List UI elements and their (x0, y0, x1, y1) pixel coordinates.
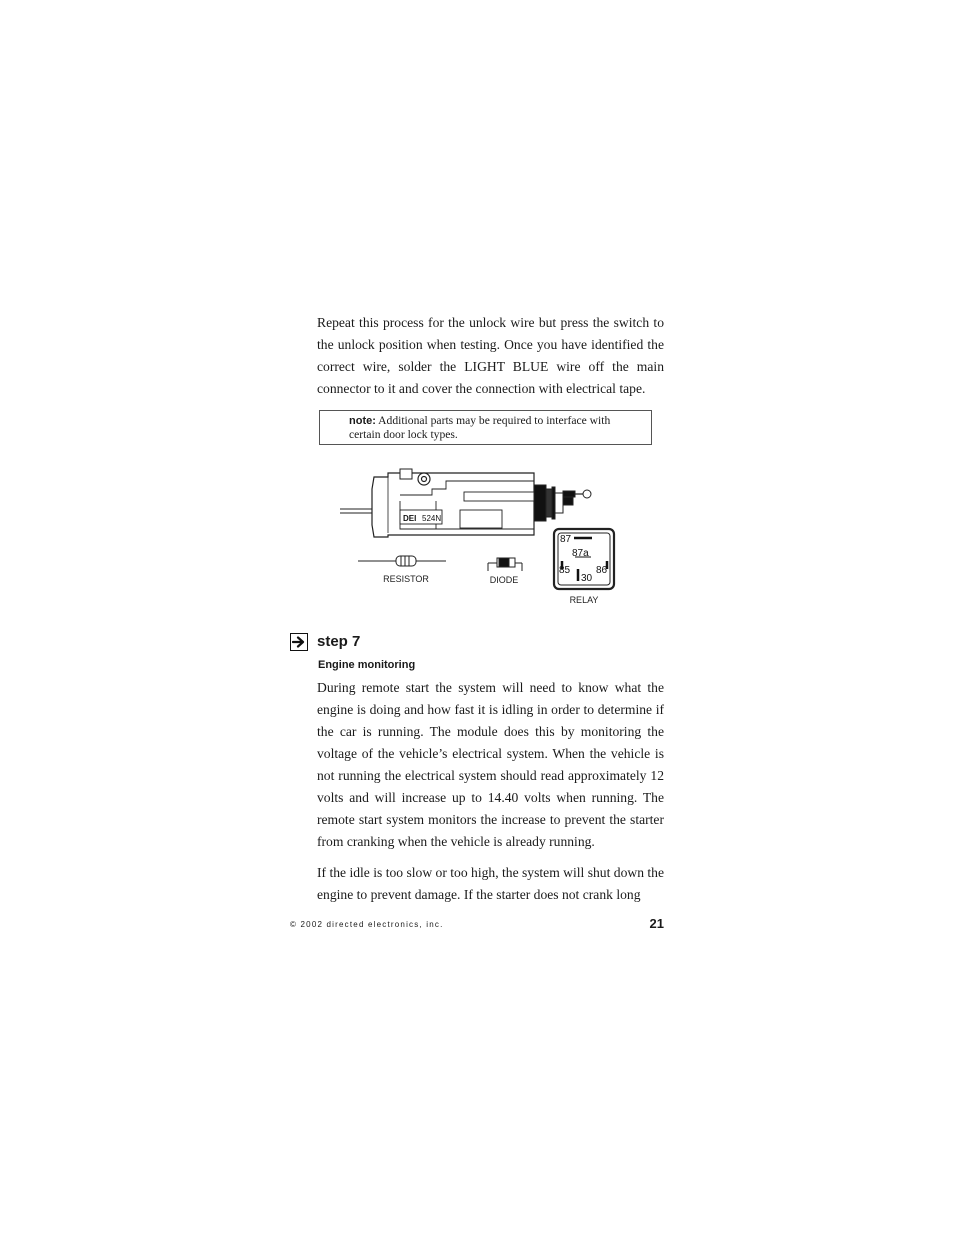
relay-pin-87a: 87a (572, 548, 589, 559)
module-connector (534, 485, 591, 521)
dei-module (372, 469, 534, 537)
module-model: 524N (422, 514, 442, 523)
note-text (349, 414, 639, 442)
note-body: Additional parts may be required to interface with certain door lock types. (349, 414, 611, 441)
note-label: note: (349, 415, 376, 427)
relay-pin-86: 86 (596, 565, 608, 576)
arrow-right-icon (292, 636, 306, 648)
idle-paragraph: If the idle is too slow or too high, the system will shut down the engine to prevent damage. If the starter does not crank long (317, 865, 664, 902)
relay-label: RELAY (569, 595, 599, 605)
footer-copyright: © 2002 directed electronics, inc. (290, 920, 444, 929)
engine-monitoring-paragraph: During remote start the system will need to know what the engine is doing and how fast it is idling in order to determine if the car is running. The module does this by monitoring the voltage of the vehicle’s electrical system. When the vehicle is not running the electrical system should read approximately 12 volts and will increase up to 14.40 volts when running. The remote start system monitors the increase to prevent the starter from cranking when the vehicle is already running. (317, 680, 664, 849)
diode-label: DIODE (489, 575, 519, 585)
module-label (400, 510, 442, 524)
relay-pin-85: 85 (559, 565, 571, 576)
module-input-wires (340, 509, 372, 513)
module-brand: DEI (403, 514, 417, 523)
resistor-label: RESISTOR (383, 574, 429, 584)
resistor-symbol (358, 556, 446, 566)
step-arrow-box (290, 633, 308, 651)
relay-pin-87: 87 (560, 534, 572, 545)
step-title: step 7 (317, 633, 361, 650)
intro-paragraph: Repeat this process for the unlock wire but press the switch to the unlock position when testing. Once you have identified the correct wire, solder the LIGHT BLUE wire off the main connector to it and cover the connection with electrical tape. (317, 315, 664, 396)
section-subheading: Engine monitoring (318, 659, 416, 671)
diode-symbol (488, 558, 522, 571)
page-number: 21 (649, 916, 664, 931)
note-box (319, 410, 652, 445)
interface-parts-diagram (336, 465, 626, 610)
relay-symbol (554, 529, 614, 589)
relay-pin-30: 30 (581, 573, 593, 584)
